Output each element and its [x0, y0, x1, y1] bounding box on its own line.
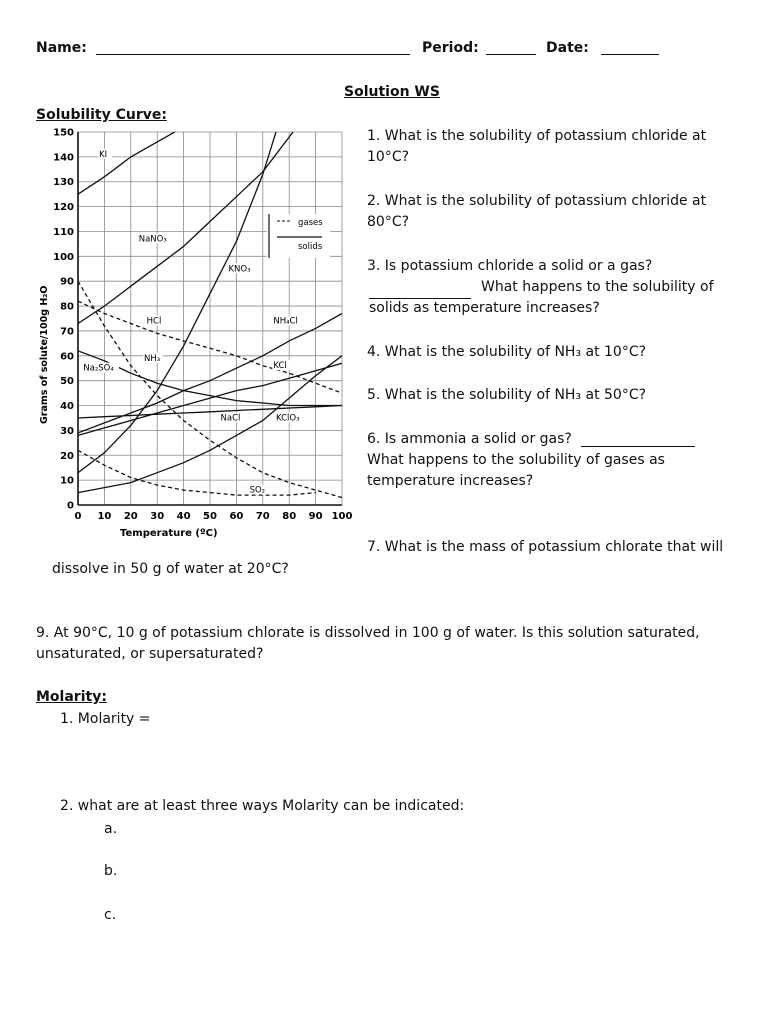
- series-label: KNO₃: [228, 264, 251, 275]
- chart-axes: [53, 128, 352, 523]
- series-label: KI: [99, 149, 108, 160]
- question-3: 3. Is potassium chloride a solid or a gas?: [367, 258, 653, 274]
- option-a: a.: [104, 821, 118, 837]
- molarity-item-1: 1. Molarity =: [60, 711, 151, 727]
- question-3b: What happens to the solubility of solids as temperature increases?: [369, 279, 714, 316]
- question-7b: dissolve in 50 g of water at 20°C?: [52, 561, 289, 577]
- chart-series-labels: [82, 149, 306, 496]
- y-tick-label: 110: [53, 226, 74, 238]
- page-title: Solution WS: [344, 84, 440, 100]
- series-label: NaCl: [220, 413, 241, 424]
- y-tick-label: 10: [60, 475, 74, 487]
- series-label: KClO₃: [276, 413, 300, 424]
- x-tick-label: 0: [74, 511, 82, 522]
- series-label: NH₄Cl: [273, 316, 298, 327]
- x-axis-label: Temperature (ºC): [120, 528, 218, 539]
- series-label: SO₂: [249, 485, 266, 496]
- x-tick-label: 40: [176, 511, 191, 522]
- y-tick-label: 140: [53, 152, 74, 164]
- solubility-chart: [30, 124, 360, 544]
- series-label: Na₂SO₄: [83, 363, 114, 374]
- question-6b: What happens to the solubility of gases as temperature increases?: [367, 452, 665, 489]
- option-c: c.: [104, 907, 117, 923]
- x-tick-label: 60: [229, 511, 244, 522]
- y-tick-label: 150: [53, 127, 74, 139]
- y-tick-label: 20: [60, 450, 74, 462]
- y-tick-label: 100: [53, 251, 74, 263]
- series-line: [78, 124, 210, 194]
- period-blank[interactable]: [486, 40, 536, 55]
- y-tick-label: 40: [60, 401, 74, 413]
- option-b: b.: [104, 863, 118, 879]
- y-tick-label: 120: [53, 202, 74, 214]
- date-blank[interactable]: [601, 40, 659, 55]
- molarity-heading: Molarity:: [36, 689, 107, 705]
- question-2: 2. What is the solubility of potassium chloride at 80°C?: [367, 193, 707, 230]
- series-label: NaNO₃: [138, 234, 167, 245]
- x-tick-label: 70: [255, 511, 270, 522]
- molarity-item-2: 2. what are at least three ways Molarity can be indicated:: [60, 798, 465, 814]
- y-tick-label: 50: [60, 376, 74, 388]
- question-7: 7. What is the mass of potassium chlorate that will: [367, 539, 724, 555]
- question-6: 6. Is ammonia a solid or gas?: [367, 431, 572, 447]
- chart-legend: [267, 214, 330, 258]
- y-tick-label: 130: [53, 177, 74, 189]
- question-9: 9. At 90°C, 10 g of potassium chlorate is dissolved in 100 g of water. Is this solution saturated, unsaturated, or supersaturated?: [36, 625, 700, 662]
- series-label: KCl: [273, 361, 287, 372]
- y-tick-label: 0: [67, 500, 74, 512]
- y-axis-label: Grams of solute/100g H₂O: [39, 285, 50, 424]
- question-4: 4. What is the solubility of NH₃ at 10°C?: [367, 344, 647, 360]
- x-tick-label: 20: [123, 511, 138, 522]
- question-1: 1. What is the solubility of potassium chloride at 10°C?: [367, 128, 707, 165]
- series-label: NH₃: [144, 353, 161, 364]
- period-label: Period:: [422, 40, 479, 56]
- x-tick-label: 30: [150, 511, 165, 522]
- y-tick-label: 70: [60, 326, 74, 338]
- x-tick-label: 50: [203, 511, 217, 522]
- y-tick-label: 30: [60, 425, 74, 437]
- x-tick-label: 100: [331, 511, 353, 522]
- y-tick-label: 80: [60, 301, 74, 313]
- legend-solids: solids: [298, 242, 323, 252]
- y-tick-label: 90: [60, 276, 74, 288]
- x-tick-label: 90: [308, 511, 323, 522]
- legend-gases: gases: [298, 218, 323, 228]
- date-label: Date:: [546, 40, 589, 56]
- name-blank[interactable]: [96, 40, 410, 55]
- answer-blank-6[interactable]: [581, 432, 695, 451]
- question-5: 5. What is the solubility of NH₃ at 50°C?: [367, 387, 647, 403]
- series-label: HCl: [146, 316, 162, 327]
- solubility-heading: Solubility Curve:: [36, 107, 167, 123]
- x-tick-label: 10: [97, 511, 112, 522]
- y-tick-label: 60: [60, 351, 74, 363]
- x-tick-label: 80: [282, 511, 297, 522]
- name-label: Name:: [36, 40, 87, 56]
